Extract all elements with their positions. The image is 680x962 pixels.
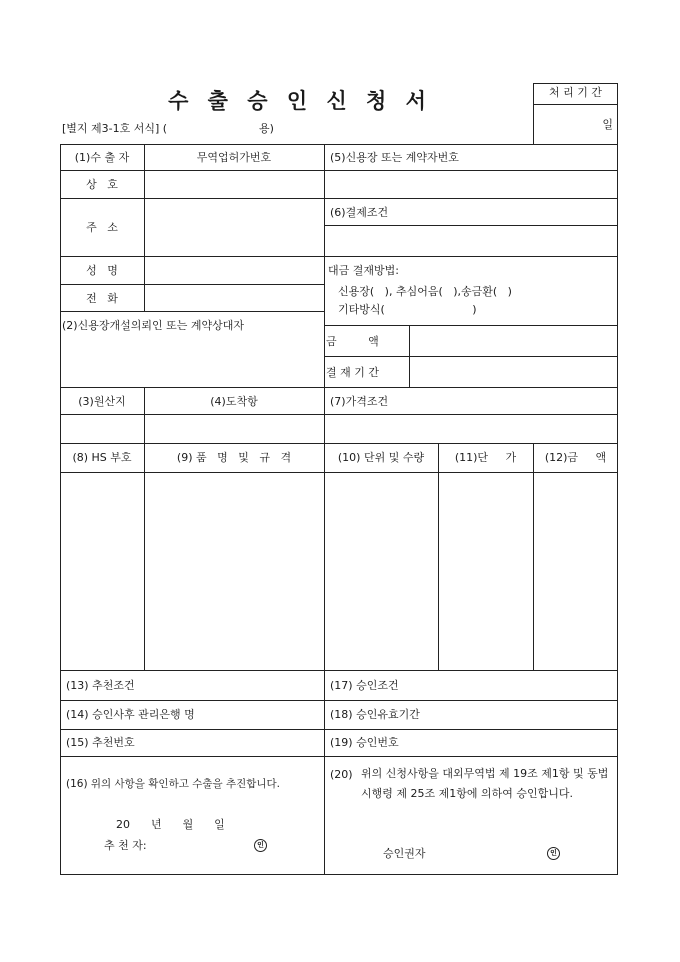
- approval-validity-label: (18) 승인유효기간: [330, 708, 420, 721]
- address-field[interactable]: [145, 199, 324, 256]
- payment-period-field[interactable]: [410, 357, 617, 387]
- name-field[interactable]: [145, 257, 324, 284]
- approval-statement-number: (20): [330, 768, 353, 781]
- hs-code-header: (8) HS 부호: [72, 451, 132, 464]
- unit-price-cell[interactable]: [439, 473, 533, 670]
- phone-field[interactable]: [145, 285, 324, 311]
- amount-field[interactable]: [410, 326, 617, 356]
- amount-header: (12)금 액: [544, 451, 607, 464]
- lc-number-label: (5)신용장 또는 계약자번호: [330, 151, 459, 164]
- lc-number-field[interactable]: [325, 171, 617, 198]
- processing-period-value: 일: [602, 118, 613, 131]
- recommendation-statement: (16) 위의 사항을 확인하고 수출을 추진합니다.: [66, 778, 281, 790]
- unit-price-header: (11)단 가: [454, 451, 517, 464]
- date-line: 20 년 월 일: [116, 818, 225, 831]
- approval-conditions-label: (17) 승인조건: [330, 679, 399, 692]
- form-number: [별지 제3-1호 서식] (: [62, 122, 168, 135]
- address-label: 주 소: [86, 221, 118, 234]
- unit-quantity-cell[interactable]: [325, 473, 438, 670]
- description-header: (9) 품 명 및 규 격: [176, 451, 292, 464]
- form-purpose-suffix: 용): [259, 122, 274, 135]
- payment-method-options: 신용장( ), 추심어음( ),송금환( ): [338, 285, 512, 298]
- lc-party-field[interactable]: [61, 335, 324, 387]
- payment-period-label: 결 재 기 간: [326, 366, 379, 379]
- destination-field[interactable]: [145, 415, 324, 443]
- company-name-label: 상 호: [86, 178, 118, 191]
- approver-label: 승인권자: [383, 847, 426, 860]
- exporter-label: (1)수 출 자: [74, 151, 130, 164]
- item-amount-cell[interactable]: [534, 473, 617, 670]
- payment-method-title: 대금 결재방법:: [328, 264, 399, 277]
- trade-license-label: 무역업허가번호: [196, 151, 272, 164]
- form-title: 수 출 승 인 신 청 서: [168, 88, 432, 113]
- payment-terms-field[interactable]: [325, 226, 617, 256]
- hs-code-cell[interactable]: [61, 473, 144, 670]
- amount-label: 금 액: [326, 335, 379, 348]
- company-name-field[interactable]: [145, 171, 324, 198]
- approver-seal: 인: [547, 847, 560, 860]
- payment-method-other: 기타방식( ): [338, 303, 477, 316]
- approval-statement: 위의 신청사항을 대외무역법 제 19조 제1항 및 동법 시행령 제 25조 제1항에 의하여 승인합니다.: [361, 767, 609, 800]
- recommender-seal: 인: [254, 839, 267, 852]
- origin-label: (3)원산지: [78, 395, 126, 408]
- name-label: 성 명: [86, 264, 118, 277]
- price-terms-field[interactable]: [325, 415, 617, 443]
- price-terms-label: (7)가격조건: [330, 395, 389, 408]
- unit-quantity-header: (10) 단위 및 수량: [337, 451, 425, 464]
- recommendation-conditions-label: (13) 추천조건: [66, 679, 135, 692]
- description-cell[interactable]: [145, 473, 324, 670]
- origin-field[interactable]: [61, 415, 144, 443]
- payment-terms-label: (6)결제조건: [330, 206, 389, 219]
- approval-number-label: (19) 승인번호: [330, 736, 399, 749]
- recommendation-number-label: (15) 추천번호: [66, 736, 135, 749]
- phone-label: 전 화: [86, 292, 118, 305]
- lc-party-label: (2)신용장개설의뢰인 또는 계약상대자: [62, 319, 244, 332]
- recommender-label: 추 천 자:: [104, 839, 147, 852]
- management-bank-label: (14) 승인사후 관리은행 명: [66, 708, 195, 721]
- destination-label: (4)도착항: [210, 395, 258, 408]
- processing-period-label: 처 리 기 간: [549, 86, 602, 99]
